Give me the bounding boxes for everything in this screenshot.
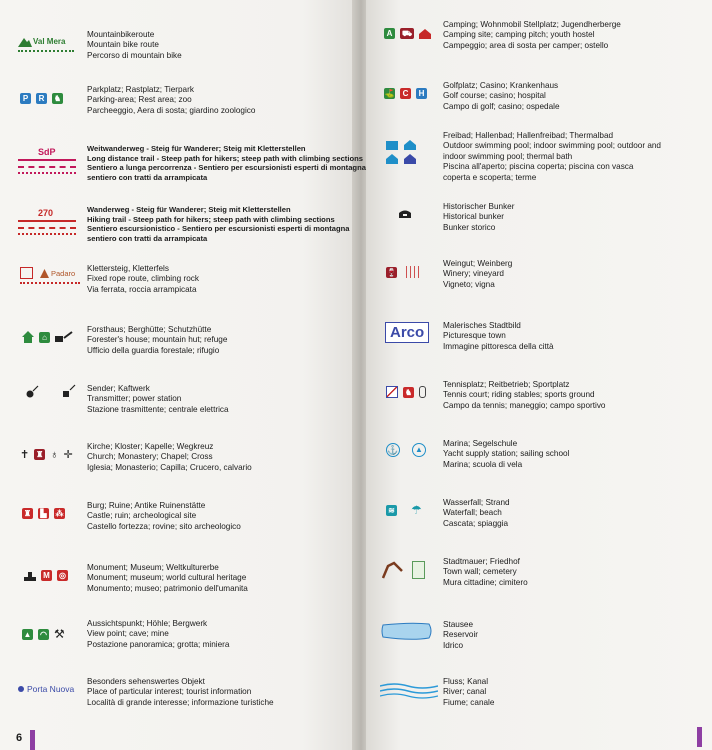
trail-line [18,159,76,161]
legend-entry-text: Stausee Reservoir Idrico [443,620,479,650]
legend-entry-text: Wanderweg - Steig für Wanderer; Steig mit Kletterstellen Hiking trail - Steep path for hikers; steep path with climbing sections Sentiero escursionistico - Sentiero per escursionisti esperti di montagna sentiero con tratti da arrampicata [87,205,350,243]
power-station-icon [62,384,76,398]
tennis-court-icon [386,386,398,398]
steep-path-line [18,227,76,229]
legend-entry-text: Malerisches Stadtbild Picturesque town Immagine pittoresca della città [443,321,554,351]
legend-entry-text: Freibad; Hallenbad; Hallenfreibad; Thermalbad Outdoor swimming pool; indoor swimming pool; outdoor and indoor swimming pool; thermal bath Piscina all'aperto; piscina coperta; piscina con vasca coperta e scoperta; terme [443,131,661,182]
parking-icon: P [20,93,31,104]
legend-entry-text: Sender; Kaftwerk Transmitter; power station Stazione trasmittente; centrale elettrica [87,384,229,414]
climbing-path-line [18,233,76,235]
marina-symbols [386,443,426,457]
anchor-icon: ⚓ [387,445,399,455]
legend-entry-text: Besonders sehenswertes Objekt Place of particular interest; tourist information Località di grande interesse; informazione turistiche [87,677,274,707]
hiking-trail-symbol [18,208,76,238]
indoor-pool-icon [404,140,416,150]
section-tab-marker-right [697,727,702,747]
section-tab-marker [30,730,35,750]
bunker-symbol [399,209,411,218]
museum-icon: M [41,570,52,581]
picturesque-town-symbol [385,322,429,343]
climbing-rock-icon [20,267,33,279]
church-symbols [20,448,73,461]
via-ferrata-name-label: Padaro [51,269,76,278]
refuge-icon [55,331,73,343]
castle-symbols [22,508,65,519]
river-icon [380,681,438,699]
riding-stables-icon: ♞ [404,387,413,397]
hut-symbols [22,331,73,343]
mountain-hut-icon: ⌂ [39,332,50,343]
sailing-school-icon: ▲ [412,443,426,457]
waterfall-icon: ≋ [386,505,397,516]
steep-path-line [18,166,76,168]
legend-entry-text: Stadtmauer; Friedhof Town wall; cemetery Mura cittadine; cimitero [443,557,528,587]
sports-ground-icon [419,386,426,398]
monastery-icon: ♜ [36,450,44,459]
legend-entry-text: Camping; Wohnmobil Stellplatz; Jugendherberge Camping site; camping pitch; youth hostel Campeggio; area di sosta per camper; ostello [443,20,621,50]
viewpoint-icon: ▲ [23,629,32,639]
wayside-cross-icon: ✛ [63,449,73,461]
legend-entry-text: Weingut; Weinberg Winery; vineyard Vigneto; vigna [443,259,513,289]
cave-icon: ◠ [38,629,49,640]
peak-icon [40,269,49,278]
chapel-icon: ♁ [50,448,59,461]
legend-entry-text: Historischer Bunker Historical bunker Bunker storico [443,202,515,232]
legend-entry-text: Monument; Museum; Weltkulturerbe Monument; museum; world cultural heritage Monumento; museo; patrimonio dell'umanita [87,563,248,593]
monument-symbols [24,570,68,581]
transmitter-symbols [26,384,76,398]
river-symbol [380,681,438,699]
trail-line [18,220,76,222]
youth-hostel-icon [419,29,431,39]
via-ferrata-symbol [20,267,80,285]
swimming-pool-symbols [386,140,418,164]
world-heritage-icon: ◎ [57,570,68,581]
reservoir-symbol [381,620,433,642]
mountainbike-route-symbol [18,36,74,54]
winery-symbols [386,266,420,278]
hospital-icon: H [416,88,427,99]
legend-entry-text: Parkplatz; Rastplatz; Tierpark Parking-area; Rest area; zoo Parcheeggio, Aera di sosta; giardino zoologico [87,85,256,115]
legend-entry-text: Tennisplatz; Reitbetrieb; Sportplatz Tennis court; riding stables; sports ground Campo da tennis; maneggio; campo sportivo [443,380,606,410]
legend-entry-text: Burg; Ruine; Antike Ruinenstätte Castle; ruin; archeological site Castello fortezza; rovine; sito archeologico [87,501,241,531]
route-name-label: Val Mera [33,37,66,46]
sport-symbols [386,386,426,398]
interest-dot-icon [18,686,24,692]
legend-entry-text: Weitwanderweg - Steig für Wanderer; Steig mit Kletterstellen Long distance trail - Steep path for hikers; steep path with climbing sections Sentiero a lunga percorrenza - Sentiero per escursionisti esperti di montagna sentiero con tratti da arrampicata [87,144,366,182]
climbing-path-line [18,172,76,174]
page-number: 6 [16,732,23,744]
vineyard-icon [406,266,420,278]
thermal-bath-icon [404,154,416,164]
cemetery-icon [412,561,425,579]
beach-umbrella-icon: ☂ [411,503,422,517]
castle-icon: ♜ [23,509,32,518]
town-name-box: Arco [385,322,429,343]
legend-entry-text: Wasserfall; Strand Waterfall; beach Cascata; spiaggia [443,498,510,528]
indoor-outdoor-pool-icon [386,154,398,164]
interest-place-label: Porta Nuova [27,684,75,694]
viewpoint-symbols [22,627,65,641]
ruin-icon: ▙ [38,508,49,519]
legend-entry-text: Marina; Segelschule Yacht supply station; sailing school Marina; scuola di vela [443,439,570,469]
dotted-route-line [18,50,74,52]
town-wall-symbols [382,561,425,579]
outdoor-pool-icon [386,141,398,150]
parking-symbols [20,93,63,104]
legend-entry-text: Mountainbikeroute Mountain bike route Percorso di mountain bike [87,30,182,60]
archeological-site-icon: ⁂ [55,509,64,518]
place-of-interest-symbol [18,684,74,694]
waterfall-symbols [386,503,422,517]
transmitter-icon [26,384,40,398]
camping-symbols [384,28,431,39]
legend-entry-text: Kirche; Kloster; Kapelle; Wegkreuz Church; Monastery; Chapel; Cross Iglesia; Monasterio; Capilla; Crucero, calvario [87,442,252,472]
long-distance-trail-symbol [18,147,76,177]
trail-name-label: SdP [38,147,56,157]
winery-icon: 🍷 [386,267,397,277]
casino-icon: C [400,88,411,99]
rest-area-icon: R [36,93,47,104]
mine-icon: ⚒ [54,627,65,641]
golf-course-icon: ⛳ [384,89,395,98]
via-ferrata-line [20,282,80,284]
legend-entry-text: Aussichtspunkt; Höhle; Bergwerk View point; cave; mine Postazione panoramica; grotta; miniera [87,619,230,649]
zoo-icon: ♞ [53,94,62,103]
church-icon: ✝ [20,449,30,461]
bunker-icon [399,209,411,218]
legend-entry-text: Klettersteig, Kletterfels Fixed rope route, climbing rock Via ferrata, roccia arrampicata [87,264,199,294]
golf-symbols [384,88,427,99]
trail-number-label: 270 [38,208,54,218]
legend-entry-text: Golfplatz; Casino; Krankenhaus Golf course; casino; hospital Campo di golf; casino; ospedale [443,81,560,111]
town-wall-icon [382,561,404,579]
camping-site-icon: A [384,28,395,39]
legend-entry-text: Forsthaus; Berghütte; Schutzhütte Forester's house; mountain hut; refuge Ufficio della guardia forestale; rifugio [87,325,228,355]
forester-house-icon [22,331,34,343]
mountain-icon [18,37,32,47]
camper-pitch-icon: ⛟ [401,29,413,38]
reservoir-icon [381,620,433,642]
legend-entry-text: Fluss; Kanal River; canal Fiume; canale [443,677,495,707]
monument-icon [24,571,36,581]
